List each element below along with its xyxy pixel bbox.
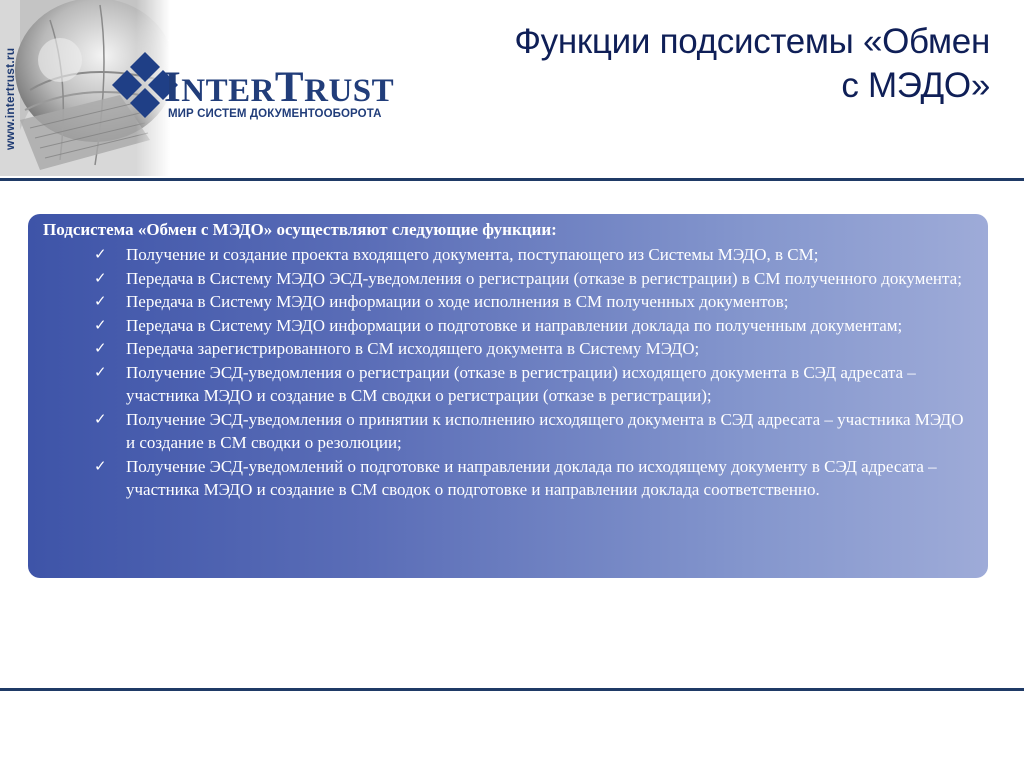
list-item-text: Передача в Систему МЭДО ЭСД-уведомления о регистрации (отказе в регистрации) в СМ полученного документа;: [126, 268, 962, 288]
functions-intro: Подсистема «Обмен с МЭДО» осуществляют следующие функции:: [43, 220, 557, 239]
check-icon: ✓: [94, 362, 107, 381]
list-item-text: Получение ЭСД-уведомления о принятии к исполнению исходящего документа в СЭД адресата – участника МЭДО и создание в СМ сводки о резолюции;: [126, 409, 964, 452]
list-item: [43, 455, 964, 502]
top-divider: [0, 178, 1024, 181]
list-item: [43, 408, 964, 455]
title-line-1: Функции подсистемы «Обмен: [514, 22, 990, 61]
list-item: [43, 337, 964, 361]
list-item-text: Передача в Систему МЭДО информации о подготовке и направлении доклада по полученным документам;: [126, 315, 903, 335]
check-icon: ✓: [94, 409, 107, 428]
check-icon: ✓: [94, 456, 107, 475]
list-item: [43, 361, 964, 408]
list-item-text: Получение и создание проекта входящего документа, поступающего из Системы МЭДО, в СМ;: [126, 245, 819, 264]
list-item: [43, 290, 964, 314]
list-item: [43, 314, 964, 338]
check-icon: ✓: [94, 268, 107, 287]
functions-panel: [28, 214, 988, 578]
check-icon: ✓: [94, 315, 107, 334]
title-line-2: с МЭДО»: [841, 66, 990, 105]
list-item-text: Передача зарегистрированного в СМ исходящего документа в Систему МЭДО;: [126, 339, 700, 358]
list-item: [43, 267, 964, 291]
bottom-divider: [0, 688, 1024, 691]
check-icon: ✓: [94, 245, 107, 263]
list-item-text: Передача в Систему МЭДО информации о ходе исполнения в СМ полученных документов;: [126, 292, 789, 311]
check-icon: ✓: [94, 292, 107, 310]
website-url[interactable]: www.intertrust.ru: [3, 47, 17, 150]
list-item-text: Получение ЭСД-уведомления о регистрации (отказе в регистрации) исходящего документа в СЭД адресата – участника МЭДО и создание в СМ сводки о регистрации (отказе в регистрации);: [126, 362, 916, 405]
brand-tagline: МИР СИСТЕМ ДОКУМЕНТООБОРОТА: [168, 108, 382, 120]
check-icon: ✓: [94, 339, 107, 357]
list-item-text: Получение ЭСД-уведомлений о подготовке и направлении доклада по исходящему документу в СЭД адресата – участника МЭДО и создание в СМ сводок о подготовке и направлении доклада соответственно.: [126, 456, 937, 499]
slide-title: [390, 20, 990, 108]
list-item: [43, 243, 964, 267]
brand-name: INTERTRUST: [164, 64, 395, 111]
functions-list: [43, 243, 964, 502]
